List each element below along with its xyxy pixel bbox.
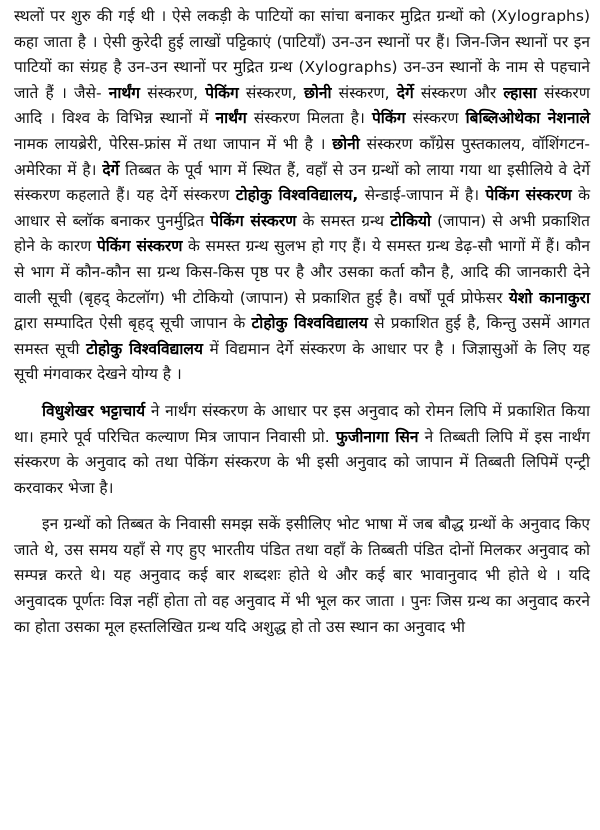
text-run: संस्करण मिलता है। <box>246 109 372 128</box>
text-run: संस्करण काँग्रेस पुस्तकालय, वॉशिंगटन-अमेरिका में है। <box>14 134 591 179</box>
bold-term: नार्थंग <box>108 83 141 102</box>
text-run: ने तिब्बती लिपि में इस नार्थंग संस्करण के अनुवाद को तथा पेकिंग संस्करण के भी इसी अनुवाद को जापान में तिब्बती लिपिमें एन्ट्री करवाकर भेजा है। <box>14 427 590 497</box>
bold-term: टोहोकु विश्वविद्यालय <box>251 314 368 333</box>
bold-term: नार्थंग <box>215 109 247 128</box>
text-run: के आधार से ब्लॉक बनाकर पुनर्मुद्रित <box>14 186 590 230</box>
bold-term: विधुशेखर भट्टाचार्य <box>42 401 146 420</box>
text-run: संस्करण आदि । विश्व के विभिन्न स्थानों में <box>14 83 590 128</box>
bold-term: ल्हासा <box>503 83 537 102</box>
bold-term: देर्गे <box>102 160 120 179</box>
text-run: संस्करण, <box>140 83 206 102</box>
bold-term: पेकिंग <box>372 109 406 128</box>
text-run: संस्करण और <box>413 83 504 102</box>
text-run: सेन्डाई-जापान में है। <box>358 186 486 205</box>
bold-term: छोनी <box>303 83 332 102</box>
bold-term: फुजीनागा सिन <box>335 427 419 446</box>
bold-term: पेकिंग संस्करण <box>210 211 297 230</box>
text-run: संस्करण, <box>331 83 397 102</box>
paragraph-3 <box>14 512 590 640</box>
bold-term: टोहोकु विश्वविद्यालय <box>86 339 203 358</box>
text-run: इन ग्रन्थों को तिब्बत के निवासी समझ सकें इसीलिए भोट भाषा में जब बौद्ध ग्रन्थों के अनुवाद किए जाते थे, उस समय यहाँ से गए हुए भारतीय पंडित तथा वहाँ के तिब्बती पंडित दोनों मिलकर अनुवाद को सम्पन्न करते थे। यह अनुवाद कई बार शब्दशः होते थे और कई बार भावानुवाद भी होते थे । यदि अनुवादक पूर्णतः विज्ञ नहीं होता तो वह अनुवाद में भी भूल कर जाता । पुनः जिस ग्रन्थ का अनुवाद करने का होता उसका मूल हस्तलिखित ग्रन्थ यदि अशुद्ध हो तो उस स्थान का अनुवाद भी <box>14 515 590 636</box>
bold-term: टोकियो <box>390 211 431 230</box>
text-run: संस्करण <box>405 109 466 128</box>
bold-term: बिब्लिओथेका नेशनाले <box>465 109 590 128</box>
paragraph-1 <box>14 4 590 388</box>
paragraph-2 <box>14 399 590 501</box>
text-run: ने नार्थंग संस्करण के आधार पर इस अनुवाद को रोमन लिपि में प्रकाशित किया था। हमारे पूर्व परिचित कल्याण मित्र जापान निवासी प्रो. <box>14 401 590 446</box>
text-run: स्थलों पर शुरु की गई थी । ऐसे लकड़ी के पाटियों का सांचा बनाकर मुद्रित ग्रन्थों को (Xylographs) कहा जाता है । ऐसी कुरेदी हुई लाखों पट्टिकाएं (पाटियाँ) उन-उन स्थानों पर हैं। जिन-जिन स्थानों पर इन पाटियों का संग्रह है उन-उन स्थानों पर मुद्रित ग्रन्थ (Xylographs) उन-उन स्थानों के नाम से पहचाने जाते हैं । जैसे- <box>14 7 590 102</box>
text-run: में विद्यमान देर्गे संस्करण के आधार पर है । जिज्ञासुओं के लिए यह सूची मंगवाकर देखने योग्य है । <box>14 339 590 384</box>
text-run: संस्करण, <box>238 83 304 102</box>
bold-term: पेकिंग संस्करण <box>96 237 183 256</box>
bold-term: पेकिंग संस्करण <box>485 186 572 205</box>
text-run: के समस्त ग्रन्थ <box>296 211 391 230</box>
bold-term: पेकिंग <box>205 83 239 102</box>
text-run: नामक लायब्रेरी, पेरिस-फ्रांस में तथा जापान में भी है । <box>14 134 333 153</box>
bold-term: येशो कानाकुरा <box>508 288 590 307</box>
text-run: से प्रकाशित हुई है, किन्तु उसमें आगत समस्त सूची <box>14 314 591 358</box>
text-run: के समस्त ग्रन्थ सुलभ हो गए हैं। ये समस्त ग्रन्थ डेढ़-सौ भागों में हैं। कौन से भाग में कौन-कौन सा ग्रन्थ किस-किस पृष्ठ पर है और उसका कर्ता कौन है, आदि की जानकारी देने वाली सूची (बृहद् केटलॉग) भी टोकियो (जापान) से प्रकाशित हुई है। वर्षों पूर्व प्रोफेसर <box>14 237 591 307</box>
bold-term: देर्गे <box>396 83 414 102</box>
bold-term: टोहोकु विश्वविद्यालय, <box>235 186 359 205</box>
text-run: द्वारा सम्पादित ऐसी बृहद् सूची जापान के <box>14 314 252 333</box>
text-run: तिब्बत के पूर्व भाग में स्थित हैं, वहाँ से उन ग्रन्थों को लाया गया था इसीलिये वे देर्गे संस्करण कहलाते हैं। यह देर्गे संस्करण <box>14 160 590 205</box>
bold-term: छोनी <box>332 134 360 153</box>
text-run: (जापान) से अभी प्रकाशित होने के कारण <box>14 211 590 256</box>
